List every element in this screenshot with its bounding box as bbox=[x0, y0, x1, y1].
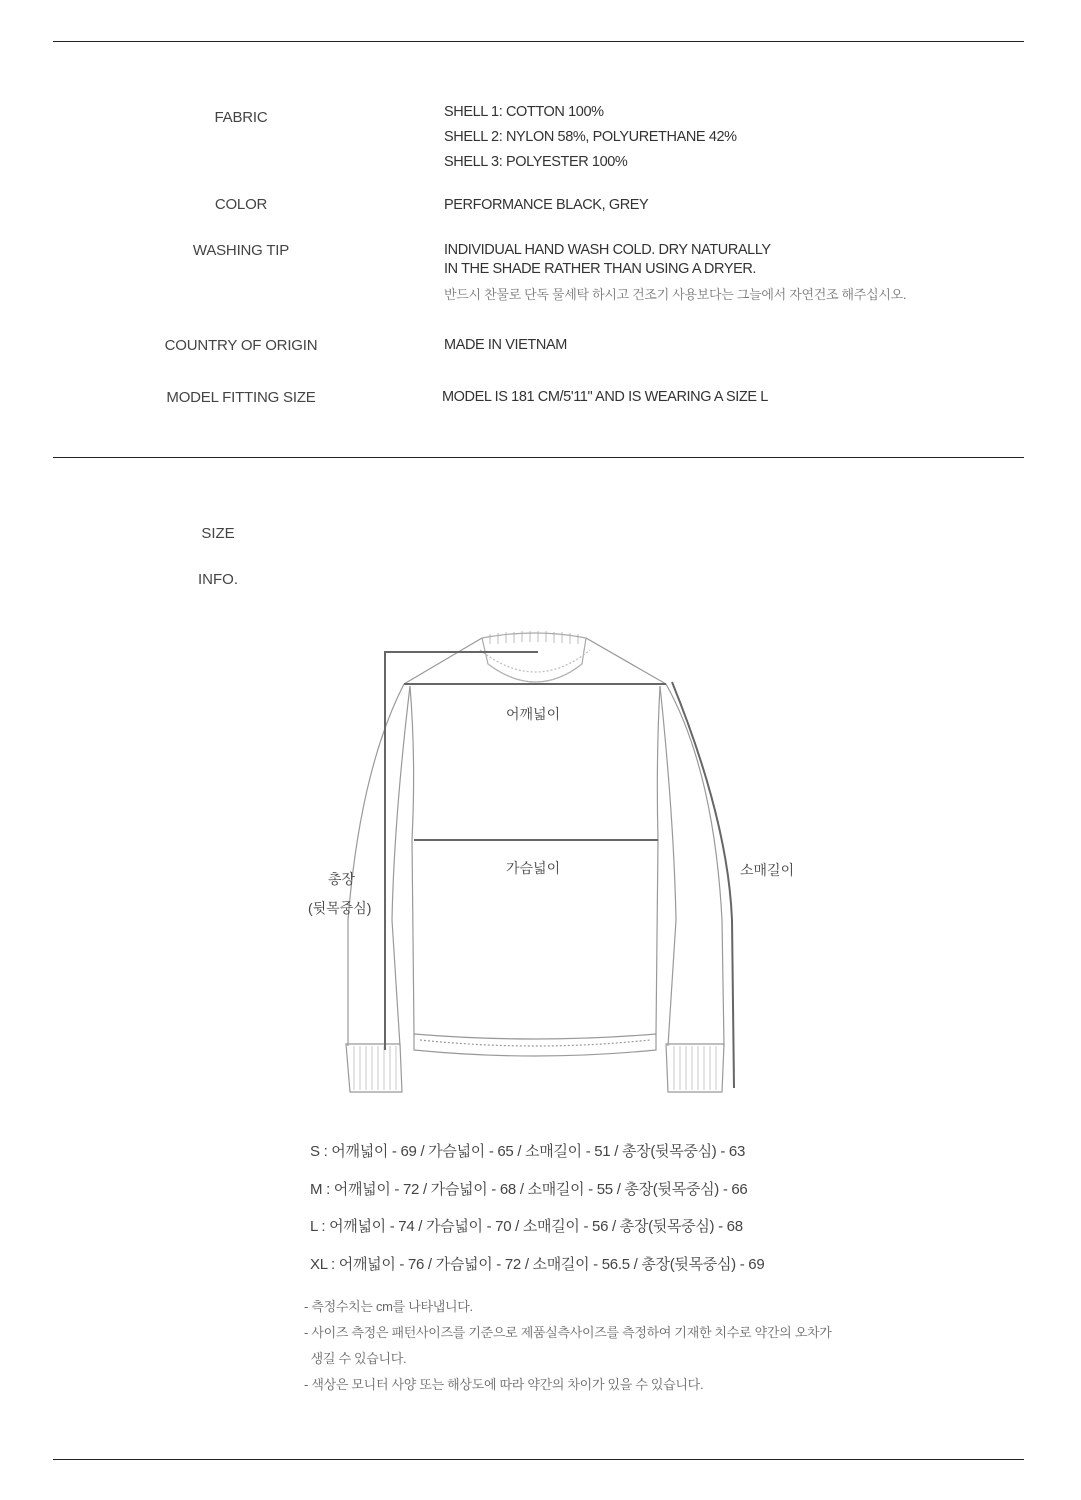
washing-tip-value bbox=[444, 241, 771, 279]
size-info-title-1: SIZE bbox=[201, 525, 235, 542]
model-size-value: MODEL IS 181 CM/5'11" AND IS WEARING A SIZE L bbox=[442, 389, 768, 405]
bottom-divider bbox=[53, 1459, 1024, 1460]
fabric-value bbox=[444, 100, 737, 175]
notes bbox=[304, 1294, 831, 1398]
total-length-label-2: (뒷목중심) bbox=[308, 900, 372, 916]
fabric-line-2: SHELL 2: NYLON 58%, POLYURETHANE 42% bbox=[444, 129, 737, 145]
middle-divider bbox=[53, 457, 1024, 458]
origin-value: MADE IN VIETNAM bbox=[444, 337, 567, 353]
size-l-measurements: L : 어깨넓이 - 74 / 가슴넓이 - 70 / 소매길이 - 56 / 총장(뒷목중심) - 68 bbox=[310, 1218, 743, 1235]
size-xl-measurements: XL : 어깨넓이 - 76 / 가슴넓이 - 72 / 소매길이 - 56.5 / 총장(뒷목중심) - 69 bbox=[310, 1256, 765, 1273]
fabric-line-1: SHELL 1: COTTON 100% bbox=[444, 104, 604, 120]
size-info-title-2: INFO. bbox=[198, 571, 238, 588]
fabric-label: FABRIC bbox=[214, 109, 268, 126]
note-line-2: - 사이즈 측정은 패턴사이즈를 기준으로 제품실측사이즈를 측정하여 기재한 치수로 약간의 오차가 bbox=[304, 1325, 832, 1340]
note-line-4: - 색상은 모니터 사양 또는 해상도에 따라 약간의 차이가 있을 수 있습니다. bbox=[304, 1377, 704, 1392]
washing-tip-korean: 반드시 찬물로 단독 물세탁 하시고 건조기 사용보다는 그늘에서 자연건조 해주십시오. bbox=[444, 287, 907, 302]
size-s-measurements: S : 어깨넓이 - 69 / 가슴넓이 - 65 / 소매길이 - 51 / 총장(뒷목중심) - 63 bbox=[310, 1143, 745, 1160]
size-m-measurements: M : 어깨넓이 - 72 / 가슴넓이 - 68 / 소매길이 - 55 / 총장(뒷목중심) - 66 bbox=[310, 1181, 748, 1198]
note-line-1: - 측정수치는 cm를 나타냅니다. bbox=[304, 1299, 473, 1314]
origin-label: COUNTRY OF ORIGIN bbox=[164, 337, 318, 354]
top-divider bbox=[53, 41, 1024, 42]
shoulder-width-label: 어깨넓이 bbox=[506, 706, 561, 722]
fabric-line-3: SHELL 3: POLYESTER 100% bbox=[444, 154, 628, 170]
model-size-label: MODEL FITTING SIZE bbox=[166, 389, 316, 406]
total-length-label-1: 총장 bbox=[328, 871, 356, 887]
color-value: PERFORMANCE BLACK, GREY bbox=[444, 197, 649, 213]
sleeve-measure-line bbox=[672, 682, 734, 1088]
washing-line-1: INDIVIDUAL HAND WASH COLD. DRY NATURALLY bbox=[444, 242, 771, 258]
color-label: COLOR bbox=[214, 196, 268, 213]
note-line-3: 생길 수 있습니다. bbox=[304, 1351, 407, 1366]
chest-width-label: 가슴넓이 bbox=[506, 860, 561, 876]
washing-tip-label: WASHING TIP bbox=[192, 242, 290, 259]
washing-line-2: IN THE SHADE RATHER THAN USING A DRYER. bbox=[444, 261, 757, 277]
sleeve-length-label: 소매길이 bbox=[740, 862, 795, 878]
